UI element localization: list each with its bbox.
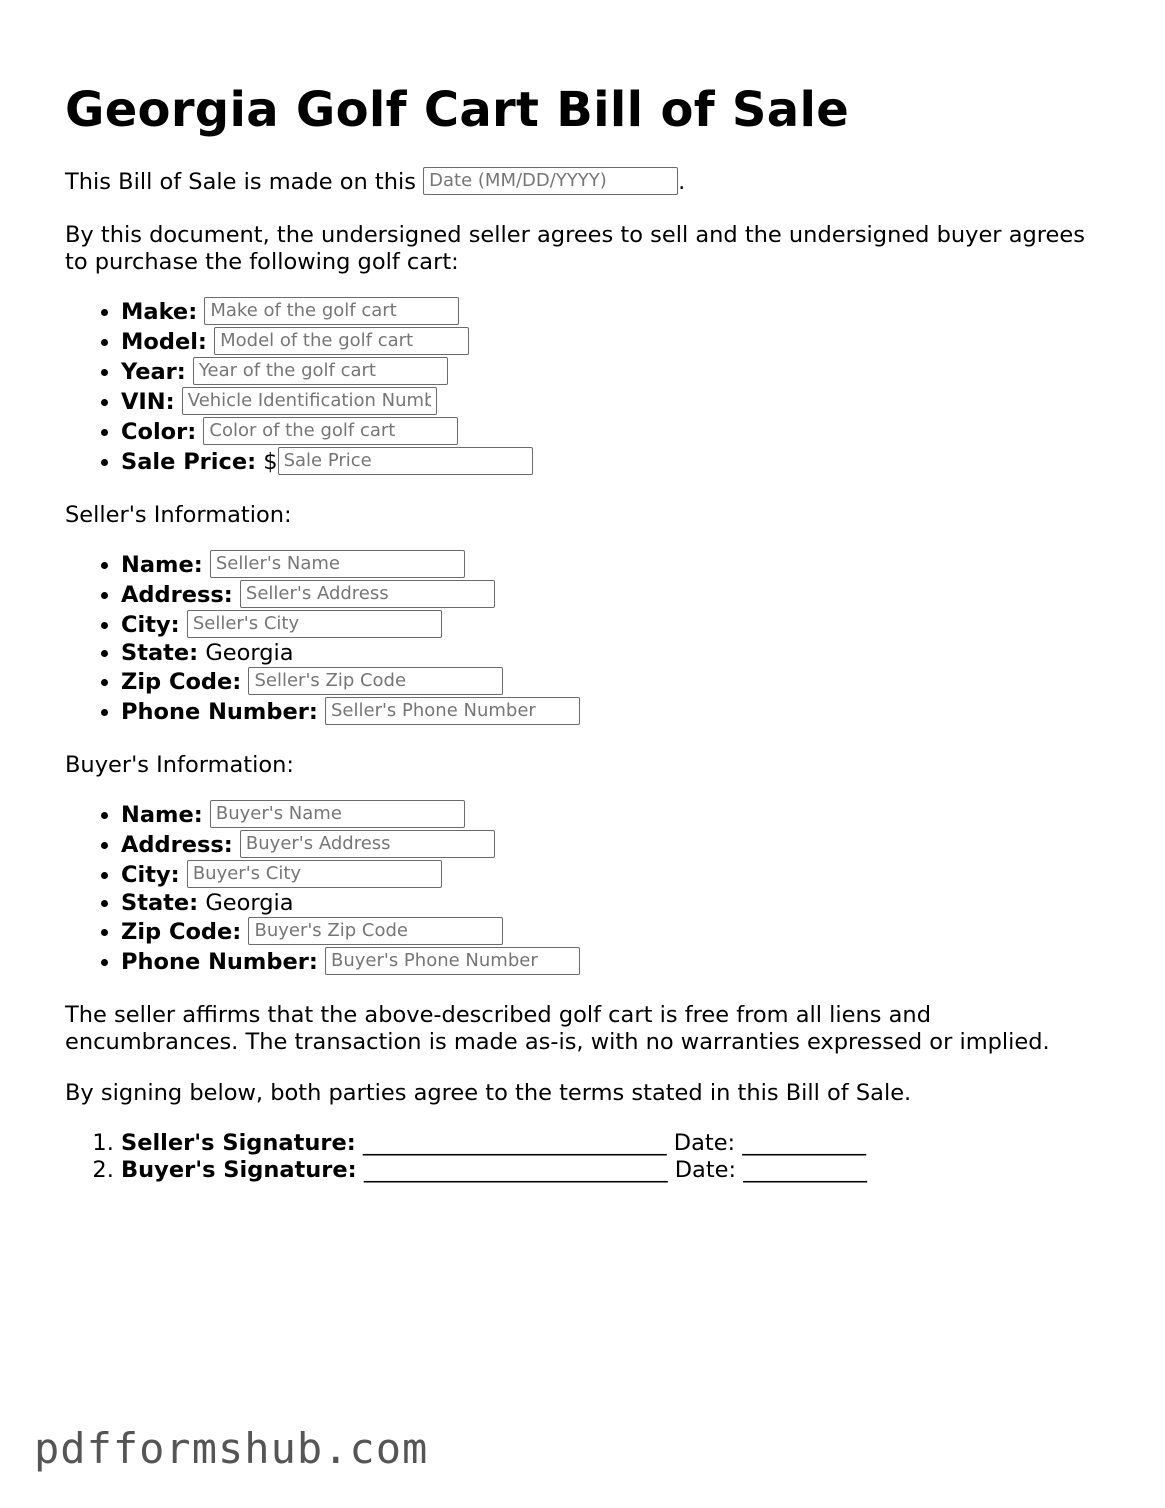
make-label: Make: (121, 299, 198, 325)
buyer-info-list (65, 800, 580, 977)
seller-name-label: Name: (121, 552, 203, 578)
make-input[interactable] (204, 297, 459, 325)
seller-address-input[interactable] (240, 580, 495, 608)
list-item (121, 550, 580, 580)
golf-cart-details-list (65, 297, 533, 477)
intro-suffix: . (678, 169, 686, 195)
buyer-signature-label: Buyer's Signature: (121, 1157, 357, 1183)
list-item (121, 667, 580, 697)
seller-phone-input[interactable] (325, 697, 580, 725)
seller-heading: Seller's Information: (65, 502, 292, 528)
site-watermark: pdfformshub.com (34, 1424, 429, 1473)
list-item (121, 1130, 867, 1157)
seller-state-value: Georgia (205, 640, 294, 666)
buyer-state-value: Georgia (205, 890, 294, 916)
seller-name-input[interactable] (210, 550, 465, 578)
seller-state-label: State: (121, 640, 199, 666)
list-item (121, 860, 580, 890)
signing-note: By signing below, both parties agree to the terms stated in this Bill of Sale. (65, 1080, 912, 1106)
color-input[interactable] (203, 417, 458, 445)
list-item (121, 417, 533, 447)
year-input[interactable] (193, 357, 448, 385)
sale-price-input[interactable] (278, 447, 533, 475)
vin-input[interactable] (182, 387, 437, 415)
year-label: Year: (121, 359, 186, 385)
buyer-state-label: State: (121, 890, 199, 916)
seller-phone-label: Phone Number: (121, 699, 318, 725)
vin-label: VIN: (121, 389, 175, 415)
seller-city-input[interactable] (187, 610, 442, 638)
buyer-address-input[interactable] (240, 830, 495, 858)
seller-signature-line: ___________________________ Date: ___________ (362, 1130, 867, 1156)
list-item (121, 640, 580, 667)
buyer-heading: Buyer's Information: (65, 752, 294, 778)
buyer-name-input[interactable] (210, 800, 465, 828)
seller-signature-label: Seller's Signature: (121, 1130, 356, 1156)
currency-symbol: $ (263, 449, 278, 475)
buyer-address-label: Address: (121, 832, 233, 858)
model-label: Model: (121, 329, 207, 355)
buyer-zip-input[interactable] (248, 917, 503, 945)
seller-zip-input[interactable] (248, 667, 503, 695)
signature-list (65, 1130, 867, 1184)
affirmation-paragraph: The seller affirms that the above-described golf cart is free from all liens and encumbrances. The transaction is made as-is, with no warranties expressed or implied. (65, 1002, 1050, 1055)
buyer-signature-line: ___________________________ Date: ___________ (363, 1157, 867, 1183)
agreement-paragraph: By this document, the undersigned seller agrees to sell and the undersigned buyer agrees to purchase the following golf cart: (65, 222, 1085, 275)
seller-info-list (65, 550, 580, 727)
list-item (121, 800, 580, 830)
seller-city-label: City: (121, 612, 180, 638)
document-title: Georgia Golf Cart Bill of Sale (65, 82, 850, 138)
buyer-phone-input[interactable] (325, 947, 580, 975)
list-item (121, 1157, 867, 1184)
buyer-zip-label: Zip Code: (121, 919, 242, 945)
list-item (121, 830, 580, 860)
intro-prefix: This Bill of Sale is made on this (65, 169, 416, 195)
list-item (121, 697, 580, 727)
list-item (121, 357, 533, 387)
buyer-city-input[interactable] (187, 860, 442, 888)
list-item (121, 917, 580, 947)
sale-price-label: Sale Price: (121, 449, 257, 475)
color-label: Color: (121, 419, 197, 445)
buyer-phone-label: Phone Number: (121, 949, 318, 975)
list-item (121, 580, 580, 610)
intro-line (65, 168, 685, 197)
list-item (121, 327, 533, 357)
list-item (121, 610, 580, 640)
list-item (121, 387, 533, 417)
list-item (121, 297, 533, 327)
seller-zip-label: Zip Code: (121, 669, 242, 695)
model-input[interactable] (214, 327, 469, 355)
list-item (121, 890, 580, 917)
seller-address-label: Address: (121, 582, 233, 608)
date-input[interactable] (423, 167, 678, 195)
list-item (121, 447, 533, 477)
list-item (121, 947, 580, 977)
buyer-city-label: City: (121, 862, 180, 888)
buyer-name-label: Name: (121, 802, 203, 828)
